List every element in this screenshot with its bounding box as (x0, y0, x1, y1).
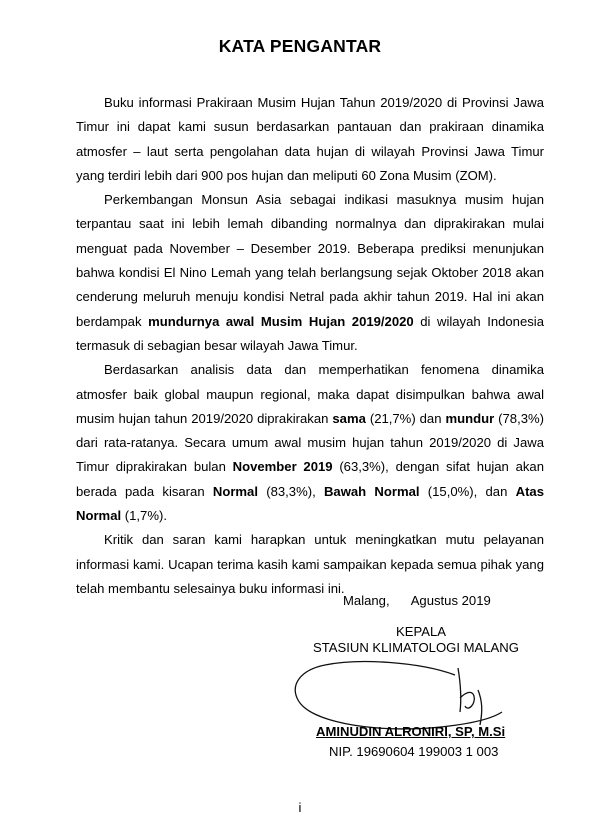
page-title: KATA PENGANTAR (218, 36, 382, 56)
bold-text: November 2019 (232, 459, 333, 475)
paragraph (76, 188, 544, 358)
bold-text: Normal (212, 483, 258, 499)
text-segment: (21,7%) dan (365, 410, 446, 426)
text-segment: (63,3%), dengan sifat hujan akan berada pada kisaran (76, 459, 544, 499)
paragraph (76, 358, 544, 528)
text-segment: di wilayah Indonesia termasuk di sebagian besar wilayah Jawa Timur. (76, 313, 544, 353)
signatory-institution: STASIUN KLIMATOLOGI MALANG (313, 640, 519, 655)
text-segment: (83,3%), (257, 483, 324, 499)
paragraph (76, 528, 544, 601)
date: Agustus 2019 (410, 593, 491, 608)
bold-text: mundur (445, 410, 495, 426)
place: Malang, (343, 593, 390, 608)
text-segment: Perkembangan Monsun Asia sebagai indikasi masuknya musim hujan terpantau saat ini lebih lemah dibanding normalnya dan diprakirakan mulai menguat pada November – Desember 2019. Beberapa prediksi menunjukan bahwa kondisi El Nino Lemah yang telah berlangsung sejak Oktober 2018 akan cenderung meluruh menuju kondisi Netral pada akhir tahun 2019. Hal ini akan berdampak (76, 192, 544, 329)
text-segment: (1,7%). (121, 508, 167, 524)
text-segment: (78,3%) dari rata-ratanya. Secara umum awal musim hujan tahun 2019/2020 di Jawa Timur diprakirakan bulan (76, 410, 544, 475)
text-segment: Kritik dan saran kami harapkan untuk meningkatkan mutu pelayanan informasi kami. Ucapan terima kasih kami sampaikan kepada semua pihak yang telah membantu selesainya buku informasi ini. (76, 532, 544, 596)
text-segment: (15,0%), dan (419, 483, 516, 499)
body-text (76, 91, 544, 601)
bold-text: sama (332, 410, 366, 426)
bold-text: Atas Normal (76, 483, 544, 524)
signatory-position: KEPALA (396, 624, 446, 639)
page-number: i (298, 800, 302, 815)
signatory-nip: NIP. 19690604 199003 1 003 (329, 744, 499, 759)
text-segment: Berdasarkan analisis data dan memperhatikan fenomena dinamika atmosfer baik global maupun regional, maka dapat disimpulkan bahwa awal musim hujan tahun 2019/2020 diprakirakan (76, 362, 544, 426)
place-date (343, 593, 491, 608)
bold-text: mundurnya awal Musim Hujan 2019/2020 (148, 313, 414, 329)
bold-text: Bawah Normal (323, 483, 420, 499)
text-segment: Buku informasi Prakiraan Musim Hujan Tahun 2019/2020 di Provinsi Jawa Timur ini dapat kami susun berdasarkan pantauan dan prakiraan dinamika atmosfer – laut serta pengolahan data hujan di wilayah Provinsi Jawa Timur yang terdiri lebih dari 900 pos hujan dan meliputi 60 Zona Musim (ZOM). (76, 95, 544, 183)
paragraph (76, 91, 544, 188)
signatory-name: AMINUDIN ALRONIRI, SP, M.Si (316, 724, 506, 739)
